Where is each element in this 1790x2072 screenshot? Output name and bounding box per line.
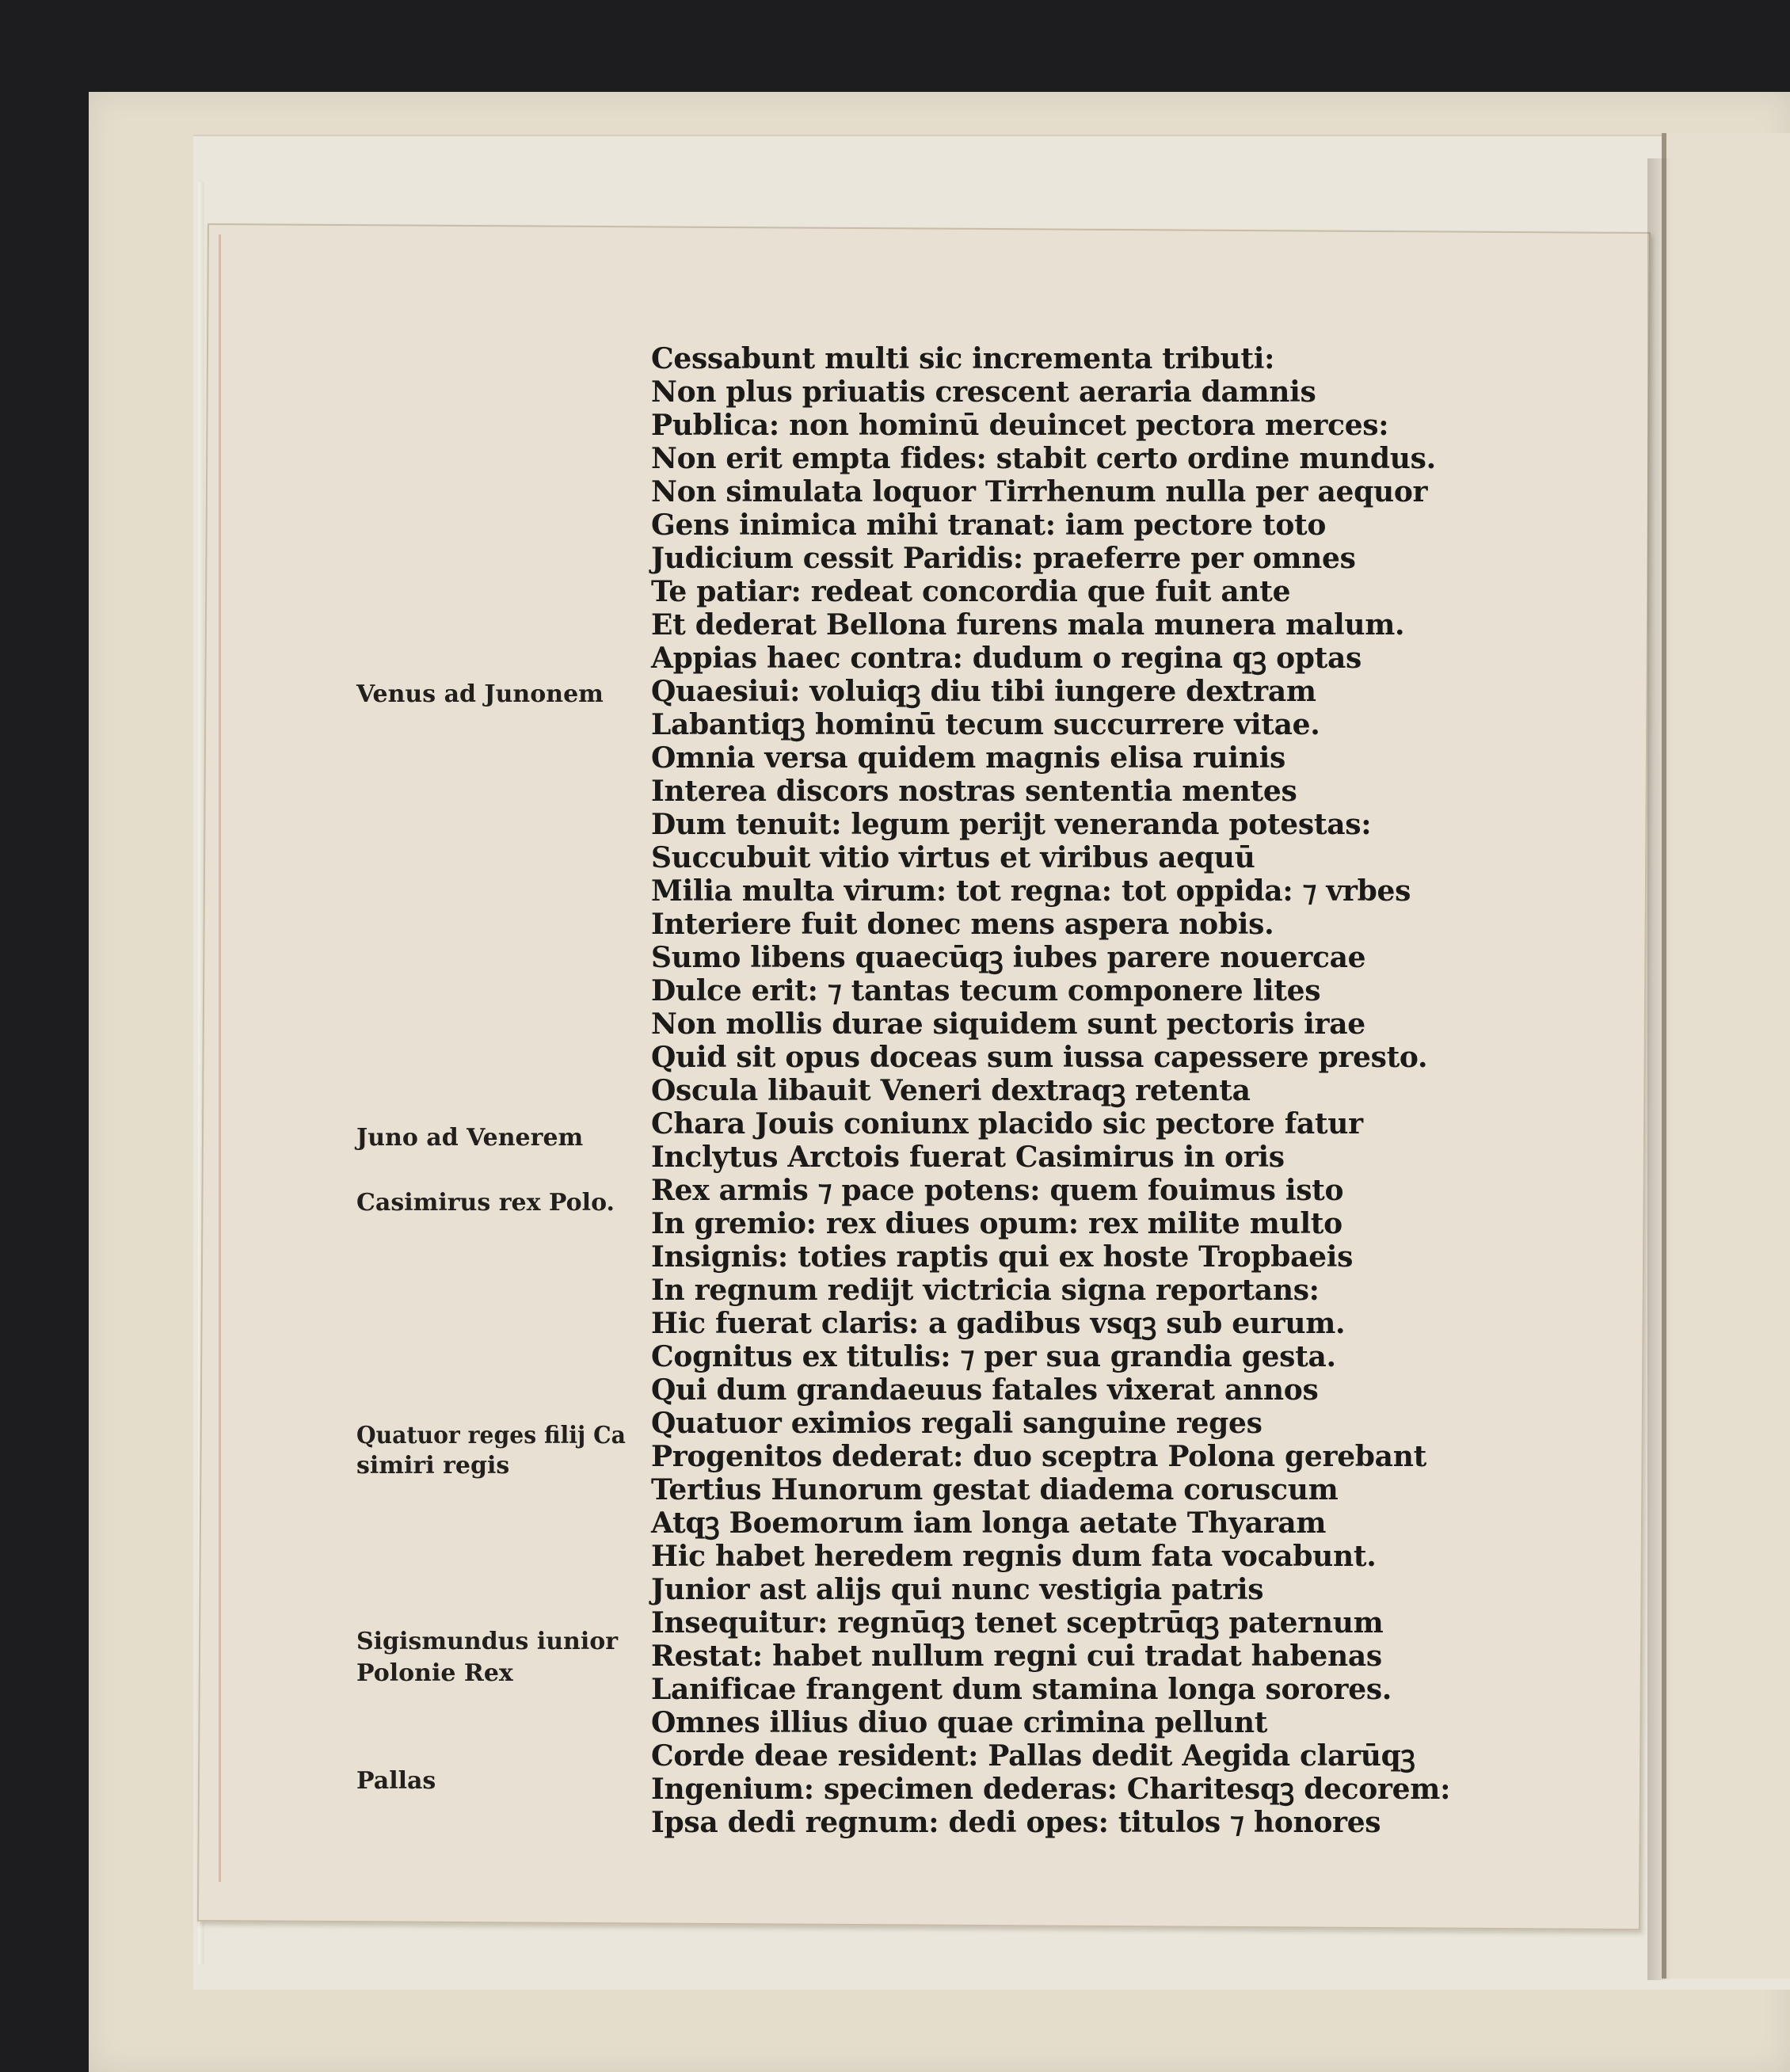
text-line: Publica: non hominū deuincet pectora merces: [651, 409, 1389, 442]
text-line: Milia multa virum: tot regna: tot oppida: ⁊ vrbes [651, 874, 1411, 908]
text-line: Non erit empta fides: stabit certo ordine mundus. [651, 442, 1436, 475]
text-line: Tertius Hunorum gestat diadema coruscum [651, 1473, 1339, 1506]
text-line: Lanificae frangent dum stamina longa sorores. [651, 1673, 1392, 1706]
text-line: Gens inimica mihi tranat: iam pectore toto [651, 508, 1327, 542]
text-line: Junior ast alijs qui nunc vestigia patris [651, 1573, 1264, 1606]
text-line: Restat: habet nullum regni cui tradat habenas [651, 1640, 1382, 1673]
margin-note: Quatuor reges filij Ca [356, 1422, 626, 1449]
text-line: Appias haec contra: dudum o regina qꝫ optas [651, 642, 1362, 675]
text-line: Rex armis ⁊ pace potens: quem fouimus isto [651, 1174, 1344, 1207]
margin-note: Pallas [356, 1767, 436, 1795]
text-line: Et dederat Bellona furens mala munera malum. [651, 608, 1405, 642]
text-line: Ipsa dedi regnum: dedi opes: titulos ⁊ honores [651, 1806, 1381, 1839]
text-line: Succubuit vitio virtus et viribus aequū [651, 841, 1255, 874]
text-line: Cessabunt multi sic incrementa tributi: [651, 342, 1275, 375]
margin-note: Venus ad Junonem [356, 680, 604, 708]
text-line: Omnes illius diuo quae crimina pellunt [651, 1706, 1268, 1739]
margin-note: simiri regis [356, 1452, 510, 1480]
text-line: Hic habet heredem regnis dum fata vocabunt. [651, 1540, 1377, 1573]
text-line: Quid sit opus doceas sum iussa capessere presto. [651, 1041, 1428, 1074]
text-line: Insignis: toties raptis qui ex hoste Tropbaeis [651, 1240, 1354, 1274]
text-line: Atqꝫ Boemorum iam longa aetate Thyaram [651, 1506, 1327, 1540]
text-line: Labantiqꝫ hominū tecum succurrere vitae. [651, 708, 1320, 741]
text-line: Chara Jouis coniunx placido sic pectore fatur [651, 1107, 1363, 1141]
text-line: Progenitos dederat: duo sceptra Polona gerebant [651, 1440, 1426, 1473]
text-line: Interiere fuit donec mens aspera nobis. [651, 908, 1274, 941]
text-line: Te patiar: redeat concordia que fuit ante [651, 575, 1291, 608]
text-line: Hic fuerat claris: a gadibus vsqꝫ sub eurum. [651, 1307, 1346, 1340]
text-line: Non mollis durae siquidem sunt pectoris irae [651, 1007, 1365, 1041]
text-line: Ingenium: specimen dederas: Charitesqꝫ decorem: [651, 1773, 1451, 1806]
text-line: Inclytus Arctois fuerat Casimirus in oris [651, 1141, 1285, 1174]
margin-note: Juno ad Venerem [356, 1124, 584, 1152]
text-line: Omnia versa quidem magnis elisa ruinis [651, 741, 1285, 775]
text-line: Interea discors nostras sententia mentes [651, 775, 1297, 808]
text-line: Cognitus ex titulis: ⁊ per sua grandia gesta. [651, 1340, 1336, 1373]
text-line: Non simulata loquor Tirrhenum nulla per aequor [651, 475, 1428, 508]
text-line: Quaesiui: voluiqꝫ diu tibi iungere dextram [651, 675, 1316, 708]
text-line: Dulce erit: ⁊ tantas tecum componere lites [651, 974, 1321, 1007]
text-line: Insequitur: regnūqꝫ tenet sceptrūqꝫ paternum [651, 1606, 1384, 1640]
text-line: In regnum redijt victricia signa reportans: [651, 1274, 1320, 1307]
text-line: Dum tenuit: legum perijt veneranda potestas: [651, 808, 1372, 841]
text-line: Non plus priuatis crescent aeraria damnis [651, 375, 1316, 409]
margin-note: Sigismundus iunior [356, 1628, 619, 1655]
text-line: Qui dum grandaeuus fatales vixerat annos [651, 1373, 1319, 1407]
margin-note: Polonie Rex [356, 1659, 513, 1687]
text-line: Corde deae resident: Pallas dedit Aegida clarūqꝫ [651, 1739, 1415, 1773]
text-line: Oscula libauit Veneri dextraqꝫ retenta [651, 1074, 1251, 1107]
text-line: In gremio: rex diues opum: rex milite multo [651, 1207, 1342, 1240]
text-line: Sumo libens quaecūqꝫ iubes parere nouercae [651, 941, 1366, 974]
text-line: Quatuor eximios regali sanguine reges [651, 1407, 1263, 1440]
text-line: Judicium cessit Paridis: praeferre per omnes [651, 542, 1356, 575]
margin-note: Casimirus rex Polo. [356, 1189, 615, 1217]
